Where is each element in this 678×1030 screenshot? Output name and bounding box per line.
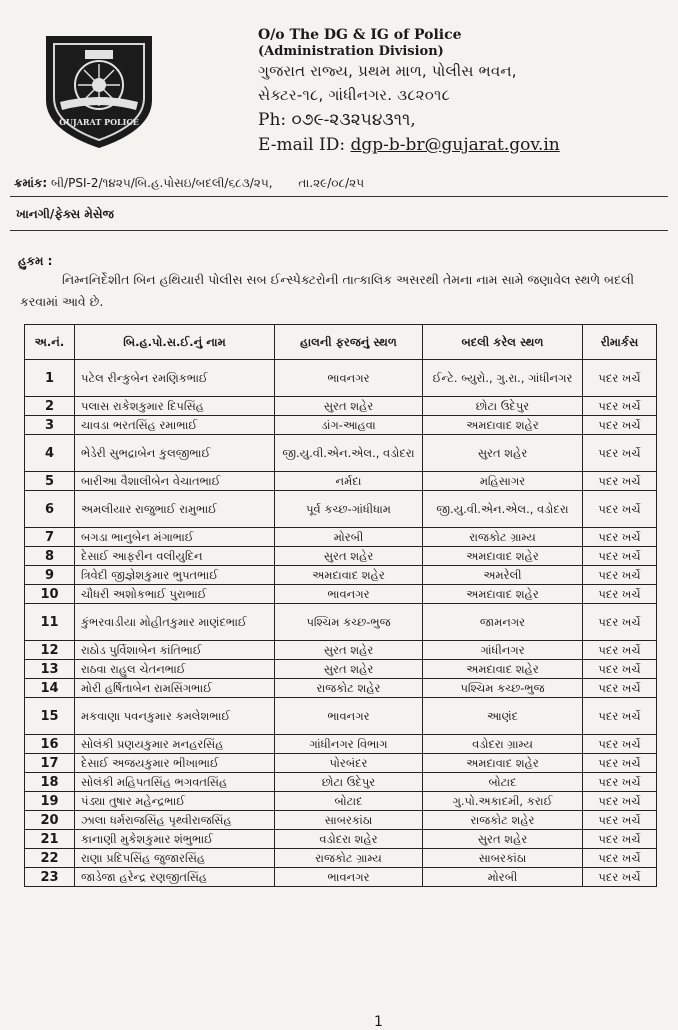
- name-cell: ઝાલા ધર્મરાજસિંહ પૃથ્વીરાજસિંહ: [75, 811, 275, 830]
- remarks-cell: પદર ખર્ચે: [583, 735, 657, 754]
- transfer-post-cell: સુરત શહેર: [423, 830, 583, 849]
- current-post-cell: વડોદરા શહેર: [275, 830, 423, 849]
- remarks-cell: પદર ખર્ચે: [583, 547, 657, 566]
- current-post-cell: પશ્ચિમ કચ્છ-ભુજ: [275, 604, 423, 641]
- table-header-row: [25, 325, 657, 360]
- transfer-post-cell: પશ્ચિમ કચ્છ-ભુજ: [423, 679, 583, 698]
- name-cell: રાઠવા રાહુલ ચેતનભાઈ: [75, 660, 275, 679]
- divider: [10, 196, 668, 197]
- emblem-text: GUJARAT POLICE: [59, 117, 139, 127]
- serial-cell: 13: [25, 660, 75, 679]
- remarks-cell: પદર ખર્ચે: [583, 868, 657, 887]
- header-serial: અ.નં.: [25, 325, 75, 360]
- transfer-post-cell: છોટા ઉદેપુર: [423, 397, 583, 416]
- email-link[interactable]: dgp-b-br@gujarat.gov.in: [350, 135, 560, 155]
- serial-cell: 6: [25, 491, 75, 528]
- current-post-cell: ભાવનગર: [275, 585, 423, 604]
- serial-cell: 9: [25, 566, 75, 585]
- remarks-cell: પદર ખર્ચે: [583, 397, 657, 416]
- transfer-post-cell: અમદાવાદ શહેર: [423, 585, 583, 604]
- name-cell: અમલીયાર રાજુભાઈ રામુભાઈ: [75, 491, 275, 528]
- table-row: [25, 735, 657, 754]
- serial-cell: 23: [25, 868, 75, 887]
- current-post-cell: સુરત શહેર: [275, 397, 423, 416]
- current-post-cell: રાજકોટ શહેર: [275, 679, 423, 698]
- serial-cell: 4: [25, 435, 75, 472]
- current-post-cell: જી.યુ.વી.એન.એલ., વડોદરા: [275, 435, 423, 472]
- gujarat-police-emblem-icon: [40, 30, 158, 152]
- remarks-cell: પદર ખર્ચે: [583, 566, 657, 585]
- table-row: [25, 811, 657, 830]
- current-post-cell: ભાવનગર: [275, 868, 423, 887]
- name-cell: કાનાણી મુકેશકુમાર શંભુભાઈ: [75, 830, 275, 849]
- remarks-cell: પદર ખર્ચે: [583, 811, 657, 830]
- remarks-cell: પદર ખર્ચે: [583, 491, 657, 528]
- name-cell: બારીઆ વૈશાલીબેન વેચાતભાઈ: [75, 472, 275, 491]
- name-cell: કુંભરવાડીયા મોહીતકુમાર માણંદભાઈ: [75, 604, 275, 641]
- name-cell: સોલંકી મહિપતસિંહ ભગવતસિંહ: [75, 773, 275, 792]
- email-line: [258, 137, 658, 159]
- serial-cell: 17: [25, 754, 75, 773]
- name-cell: સોલંકી પ્રણયકુમાર મનહરસિંહ: [75, 735, 275, 754]
- message-type: ખાનગી/ફેક્સ મેસેજ: [16, 207, 114, 221]
- name-cell: દેસાઈ અજયકુમાર ભીખાભાઈ: [75, 754, 275, 773]
- remarks-cell: પદર ખર્ચે: [583, 472, 657, 491]
- remarks-cell: પદર ખર્ચે: [583, 416, 657, 435]
- transfer-post-cell: અમદાવાદ શહેર: [423, 754, 583, 773]
- current-post-cell: પૂર્વ કચ્છ-ગાંધીધામ: [275, 491, 423, 528]
- remarks-cell: પદર ખર્ચે: [583, 773, 657, 792]
- current-post-cell: મોરબી: [275, 528, 423, 547]
- address-line-2: સેક્ટર-૧૮, ગાંધીનગર. ૩૮૨૦૧૮: [258, 86, 451, 104]
- serial-cell: 22: [25, 849, 75, 868]
- serial-cell: 16: [25, 735, 75, 754]
- office-address-block: [258, 28, 658, 159]
- phone-line: [258, 112, 658, 137]
- order-reference: બી/PSI-2/૧૪૨૫/બિ.હ.પોસઇ/બદલી/૬૮૩/૨૫,: [50, 176, 273, 190]
- name-cell: બગડા ભાનુબેન મંગાભાઈ: [75, 528, 275, 547]
- transfer-post-cell: અમદાવાદ શહેર: [423, 416, 583, 435]
- current-post-cell: ડાંગ-આહવા: [275, 416, 423, 435]
- serial-cell: 21: [25, 830, 75, 849]
- remarks-cell: પદર ખર્ચે: [583, 698, 657, 735]
- serial-cell: 15: [25, 698, 75, 735]
- table-row: [25, 360, 657, 397]
- phone-label: Ph:: [258, 110, 287, 130]
- serial-cell: 2: [25, 397, 75, 416]
- page-number: 1: [374, 1014, 383, 1030]
- transfer-post-cell: અમદાવાદ શહેર: [423, 660, 583, 679]
- table-row: [25, 660, 657, 679]
- transfer-post-cell: જામનગર: [423, 604, 583, 641]
- name-cell: દેસાઈ આફરીન વલીયુદિન: [75, 547, 275, 566]
- name-cell: ભેડેરી સુભદ્રાબેન કુલજીભાઈ: [75, 435, 275, 472]
- remarks-cell: પદર ખર્ચે: [583, 830, 657, 849]
- serial-cell: 7: [25, 528, 75, 547]
- current-post-cell: ભાવનગર: [275, 360, 423, 397]
- table-row: [25, 792, 657, 811]
- transfer-post-cell: મહિસાગર: [423, 472, 583, 491]
- name-cell: ચાવડા ભરતસિંહ રમાભાઈ: [75, 416, 275, 435]
- transfer-post-cell: સુરત શહેર: [423, 435, 583, 472]
- header-remarks: રીમાર્કસ: [583, 325, 657, 360]
- transfer-post-cell: ગાંધીનગર: [423, 641, 583, 660]
- serial-cell: 19: [25, 792, 75, 811]
- transfer-post-cell: અમદાવાદ શહેર: [423, 547, 583, 566]
- current-post-cell: સુરત શહેર: [275, 641, 423, 660]
- header-name: બિ.હ.પો.સ.ઈ.નું નામ: [75, 325, 275, 360]
- phone-number: ૦૭૯-૨૩૨૫૪૩૧૧,: [291, 110, 416, 130]
- remarks-cell: પદર ખર્ચે: [583, 604, 657, 641]
- name-cell: જાડેજા હરેન્દ્ર રણજીતસિંહ: [75, 868, 275, 887]
- transfer-post-cell: મોરબી: [423, 868, 583, 887]
- current-post-cell: નર્મદા: [275, 472, 423, 491]
- current-post-cell: સાબરકાંઠા: [275, 811, 423, 830]
- table-row: [25, 528, 657, 547]
- office-division: (Administration Division): [258, 44, 444, 59]
- transfer-post-cell: ઈન્ટે. બ્યુરો., ગુ.રા., ગાંધીનગર: [423, 360, 583, 397]
- serial-cell: 8: [25, 547, 75, 566]
- order-label: ક્રમાંક:: [14, 176, 48, 190]
- current-post-cell: છોટા ઉદેપુર: [275, 773, 423, 792]
- current-post-cell: સુરત શહેર: [275, 547, 423, 566]
- table-row: [25, 830, 657, 849]
- name-cell: ચૌધરી અશોકભાઈ પુરાભાઈ: [75, 585, 275, 604]
- remarks-cell: પદર ખર્ચે: [583, 660, 657, 679]
- serial-cell: 14: [25, 679, 75, 698]
- remarks-cell: પદર ખર્ચે: [583, 641, 657, 660]
- current-post-cell: પોરબંદર: [275, 754, 423, 773]
- serial-cell: 12: [25, 641, 75, 660]
- name-cell: રાણા પ્રદિપસિંહ જુજારસિંહ: [75, 849, 275, 868]
- table-row: [25, 849, 657, 868]
- table-row: [25, 435, 657, 472]
- serial-cell: 5: [25, 472, 75, 491]
- table-row: [25, 472, 657, 491]
- transfer-post-cell: આણંદ: [423, 698, 583, 735]
- current-post-cell: રાજકોટ ગ્રામ્ય: [275, 849, 423, 868]
- table-row: [25, 585, 657, 604]
- name-cell: ત્રિવેદી જીજ્ઞેશકુમાર ભુપતભાઈ: [75, 566, 275, 585]
- transfer-post-cell: બોટાદ: [423, 773, 583, 792]
- name-cell: પંડ્યા તુષાર મહેન્દ્રભાઈ: [75, 792, 275, 811]
- serial-cell: 18: [25, 773, 75, 792]
- remarks-cell: પદર ખર્ચે: [583, 792, 657, 811]
- table-body: [25, 360, 657, 887]
- current-post-cell: અમદાવાદ શહેર: [275, 566, 423, 585]
- table-row: [25, 416, 657, 435]
- current-post-cell: ભાવનગર: [275, 698, 423, 735]
- table-row: [25, 679, 657, 698]
- transfer-post-cell: વડોદરા ગ્રામ્ય: [423, 735, 583, 754]
- order-heading: હુકમ :: [18, 254, 53, 268]
- header-transfer-post: બદલી કરેલ સ્થળ: [423, 325, 583, 360]
- transfer-post-cell: રાજકોટ શહેર: [423, 811, 583, 830]
- remarks-cell: પદર ખર્ચે: [583, 679, 657, 698]
- current-post-cell: બોટાદ: [275, 792, 423, 811]
- table-row: [25, 491, 657, 528]
- table-row: [25, 397, 657, 416]
- transfer-table: [24, 324, 657, 887]
- name-cell: મોરી હર્ષિતાબેન રામસિંગભાઈ: [75, 679, 275, 698]
- table-row: [25, 754, 657, 773]
- transfer-post-cell: રાજકોટ ગ્રામ્ય: [423, 528, 583, 547]
- divider: [10, 230, 668, 231]
- table-row: [25, 868, 657, 887]
- header-current-post: હાલની ફરજનું સ્થળ: [275, 325, 423, 360]
- transfer-post-cell: ગુ.પો.અકાદમી, કરાઈ: [423, 792, 583, 811]
- transfer-post-cell: જી.યુ.વી.એન.એલ., વડોદરા: [423, 491, 583, 528]
- current-post-cell: ગાંધીનગર વિભાગ: [275, 735, 423, 754]
- transfer-post-cell: અમરેલી: [423, 566, 583, 585]
- name-cell: રાઠોડ પુર્વિશાબેન કાંતિભાઈ: [75, 641, 275, 660]
- table-row: [25, 641, 657, 660]
- remarks-cell: પદર ખર્ચે: [583, 435, 657, 472]
- remarks-cell: પદર ખર્ચે: [583, 528, 657, 547]
- table-row: [25, 773, 657, 792]
- serial-cell: 3: [25, 416, 75, 435]
- table-row: [25, 547, 657, 566]
- current-post-cell: સુરત શહેર: [275, 660, 423, 679]
- table-row: [25, 604, 657, 641]
- email-label: E-mail ID:: [258, 135, 346, 155]
- order-intro-paragraph: નિમ્નનિર્દેશીત બિન હથિયારી પોલીસ સબ ઈન્સ્પેક્ટરોની તાત્કાલિક અસરથી તેમના નામ સામે જણાવેલ સ્થળે બદલી કરવામાં આવે છે.: [20, 272, 635, 309]
- remarks-cell: પદર ખર્ચે: [583, 360, 657, 397]
- transfer-post-cell: સાબરકાંઠા: [423, 849, 583, 868]
- order-date: તા.૨૯/૦૮/૨૫: [298, 176, 365, 190]
- name-cell: પટેલ રીન્કુબેન રમણિકભાઈ: [75, 360, 275, 397]
- order-number-line: [14, 176, 664, 191]
- address-line-1: ગુજરાત રાજ્ય, પ્રથમ માળ, પોલીસ ભવન,: [258, 62, 517, 80]
- remarks-cell: પદર ખર્ચે: [583, 754, 657, 773]
- table-row: [25, 566, 657, 585]
- table-row: [25, 698, 657, 735]
- office-title: O/o The DG & IG of Police: [258, 27, 462, 43]
- serial-cell: 11: [25, 604, 75, 641]
- name-cell: મકવાણા પવનકુમાર કમલેશભાઈ: [75, 698, 275, 735]
- serial-cell: 1: [25, 360, 75, 397]
- remarks-cell: પદર ખર્ચે: [583, 849, 657, 868]
- remarks-cell: પદર ખર્ચે: [583, 585, 657, 604]
- serial-cell: 10: [25, 585, 75, 604]
- name-cell: પલાસ રાકેશકુમાર દિપસિંહ: [75, 397, 275, 416]
- serial-cell: 20: [25, 811, 75, 830]
